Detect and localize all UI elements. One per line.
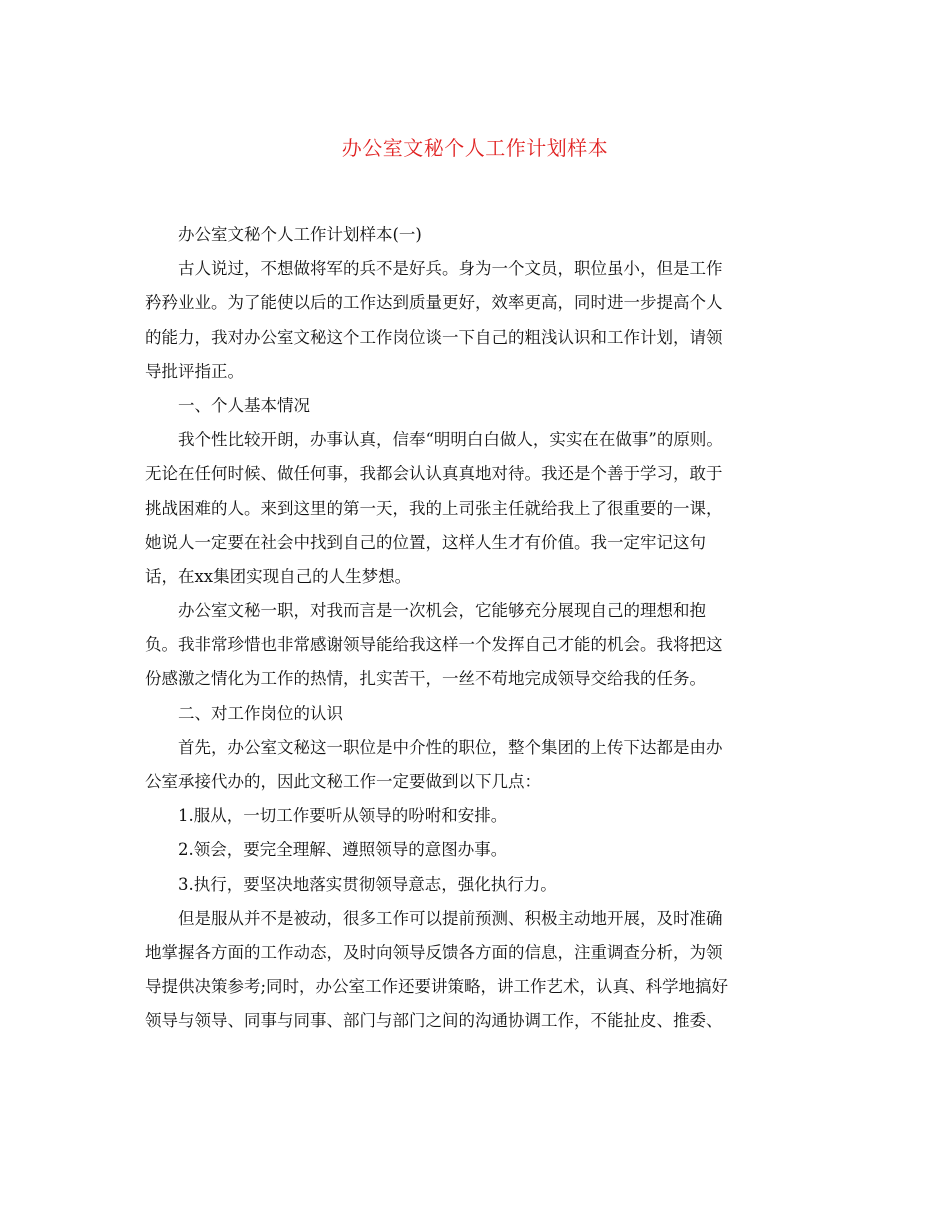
body-line: 导提供决策参考;同时，办公室工作还要讲策略，讲工作艺术，认真、科学地搞好 <box>145 977 729 997</box>
body-line: 首先，办公室文秘这一职位是中介性的职位，整个集团的上传下达都是由办 <box>178 737 723 757</box>
body-line: 话，在xx集团实现自己的人生梦想。 <box>145 566 412 586</box>
body-line: 3.执行，要坚决地落实贯彻领导意志，强化执行力。 <box>178 874 557 894</box>
body-line: 办公室文秘一职，对我而言是一次机会，它能够充分展现自己的理想和抱 <box>178 601 706 621</box>
body-line: 负。我非常珍惜也非常感谢领导能给我这样一个发挥自己才能的机会。我将把这 <box>145 635 723 655</box>
document-body <box>145 218 805 1039</box>
body-line: 矜矜业业。为了能使以后的工作达到质量更好，效率更高，同时进一步提高个人 <box>145 293 723 313</box>
body-line: 一、个人基本情况 <box>178 395 310 415</box>
body-line: 导批评指正。 <box>145 361 244 381</box>
body-line: 挑战困难的人。来到这里的第一天，我的上司张主任就给我上了很重要的一课， <box>145 498 723 518</box>
body-line: 公室承接代办的，因此文秘工作一定要做到以下几点： <box>145 772 541 791</box>
body-line: 领导与领导、同事与同事、部门与部门之间的沟通协调工作，不能扯皮、推委、 <box>145 1011 723 1031</box>
body-line: 她说人一定要在社会中找到自己的位置，这样人生才有价值。我一定牢记这句 <box>145 532 706 552</box>
body-line: 我个性比较开朗，办事认真，信奉“明明白白做人，实实在在做事”的原则。 <box>178 430 723 450</box>
body-line: 的能力，我对办公室文秘这个工作岗位谈一下自己的粗浅认识和工作计划，请领 <box>145 327 723 347</box>
body-line: 无论在任何时候、做任何事，我都会认认真真地对待。我还是个善于学习，敢于 <box>145 464 723 484</box>
body-line: 但是服从并不是被动，很多工作可以提前预测、积极主动地开展，及时准确 <box>178 908 723 928</box>
body-line: 份感激之情化为工作的热情，扎实苦干，一丝不苟地完成领导交给我的任务。 <box>145 669 706 689</box>
document-title: 办公室文秘个人工作计划样本 <box>341 136 609 160</box>
body-line: 办公室文秘个人工作计划样本(一) <box>178 225 422 244</box>
body-line: 2.领会，要完全理解、遵照领导的意图办事。 <box>178 840 508 860</box>
body-line: 1.服从，一切工作要听从领导的吩咐和安排。 <box>178 806 508 826</box>
body-line: 古人说过，不想做将军的兵不是好兵。身为一个文员，职位虽小，但是工作 <box>178 259 723 279</box>
body-line: 地掌握各方面的工作动态，及时向领导反馈各方面的信息，注重调查分析，为领 <box>145 942 723 962</box>
body-line: 二、对工作岗位的认识 <box>178 703 343 723</box>
